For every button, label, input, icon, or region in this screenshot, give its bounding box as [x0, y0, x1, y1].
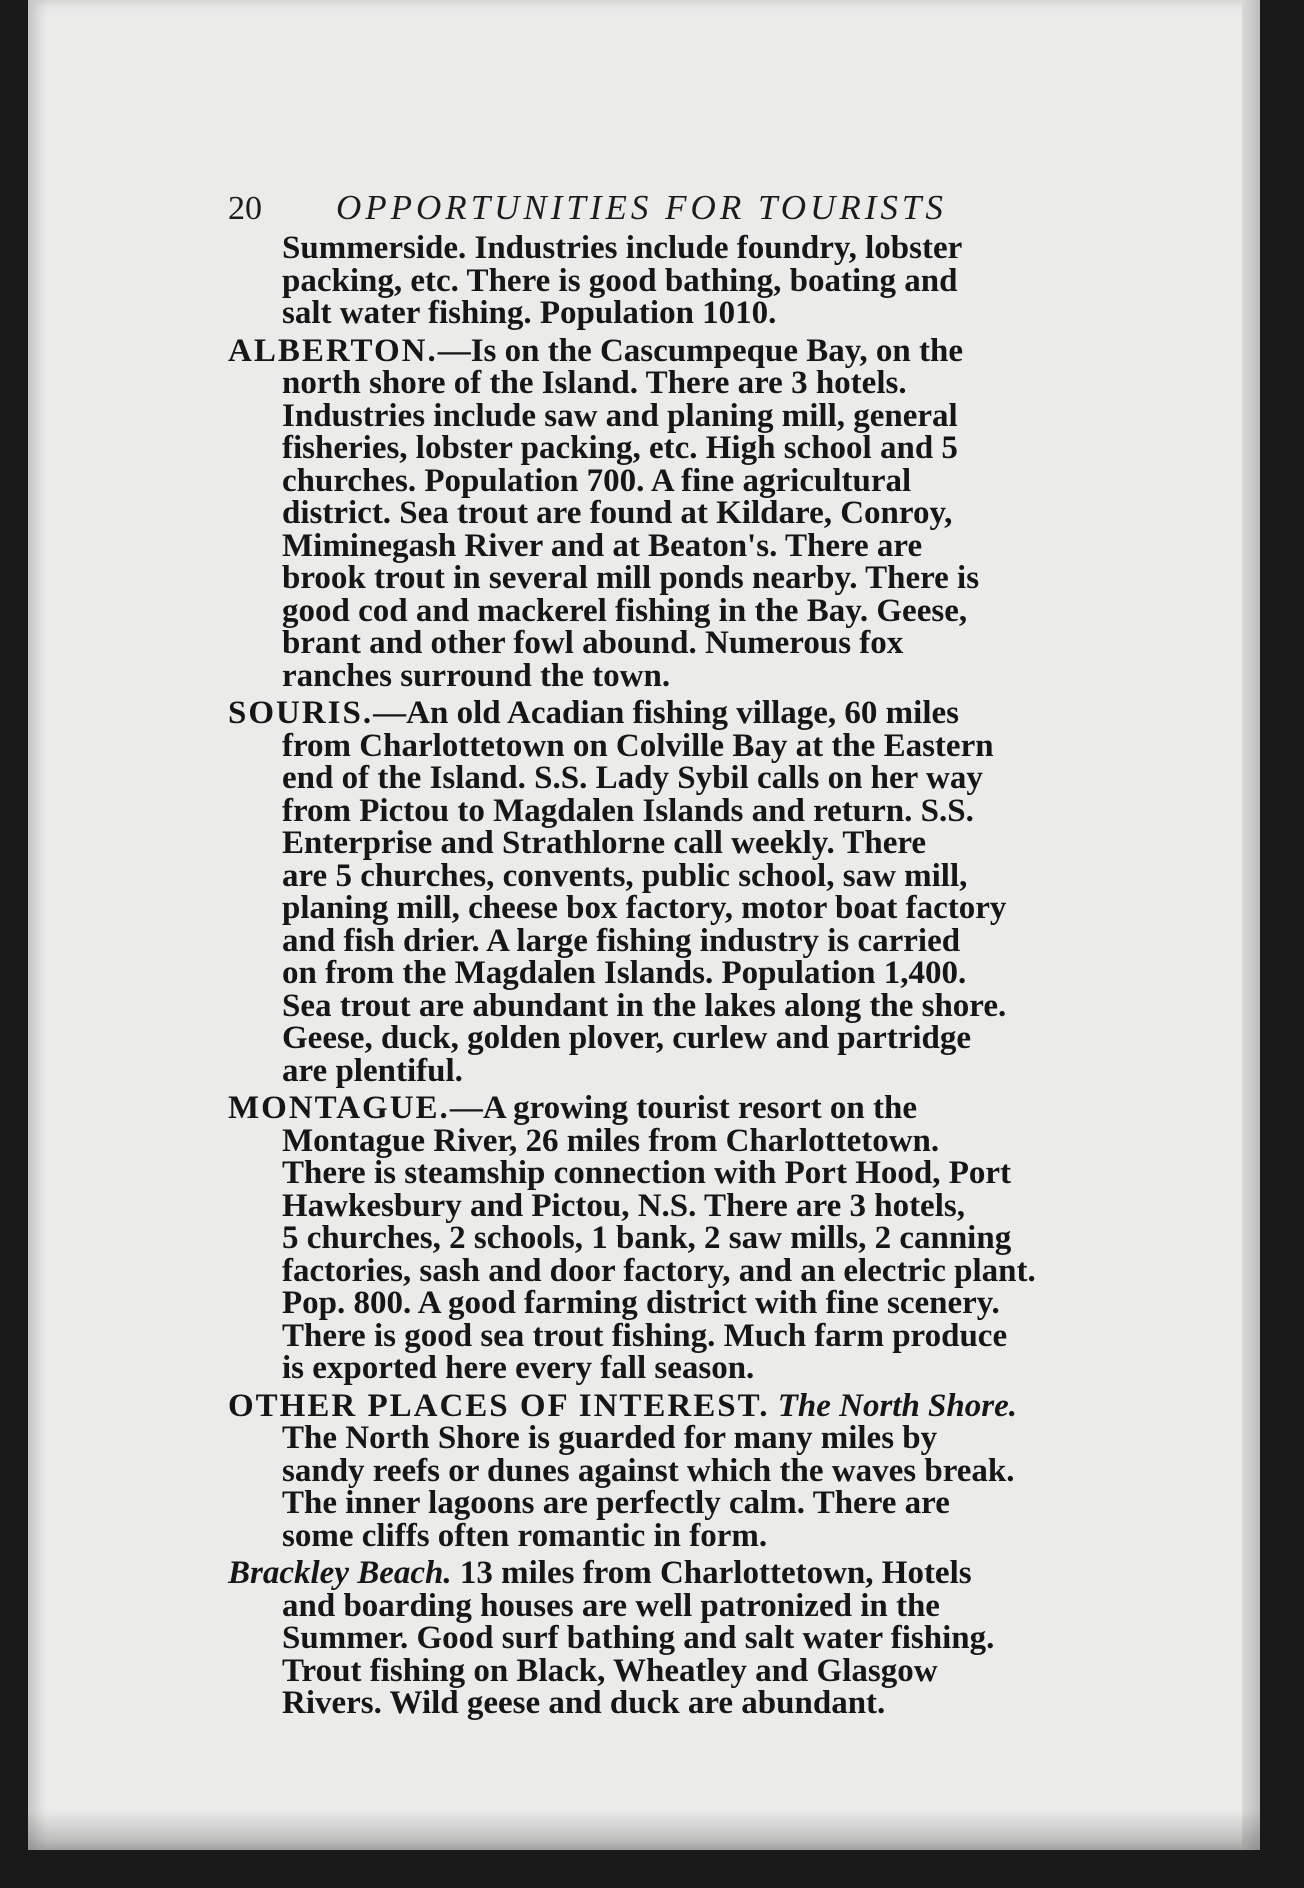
text-line: [228, 697, 1226, 730]
text-line: [228, 332, 1226, 369]
text-line: on from the Magdalen Islands. Population 1,400.: [282, 955, 967, 991]
text-run: —A growing tourist resort on the: [449, 1090, 917, 1126]
text-line: There is steamship connection with Port Hood, Port: [282, 1155, 1012, 1191]
paragraph-montague: [228, 1092, 1226, 1385]
entry-term-souris: SOURIS.: [228, 695, 374, 731]
book-page: [28, 0, 1260, 1850]
text-line: good cod and mackerel fishing in the Bay. Geese,: [282, 592, 968, 629]
text-run: 13 miles from Charlottetown, Hotels: [451, 1555, 972, 1591]
text-line: is exported here every fall season.: [282, 1350, 755, 1386]
text-line: Industries include saw and planing mill, general: [282, 397, 958, 434]
text-line: [228, 1387, 1226, 1424]
text-run: —Is on the Cascumpeque Bay, on the: [437, 332, 964, 369]
text-line: brook trout in several mill ponds nearby. There is: [282, 560, 980, 596]
text-line: Sea trout are abundant in the lakes along the shore.: [282, 987, 1007, 1024]
text-line: Pop. 800. A good farming district with fine scenery.: [282, 1285, 1000, 1321]
text-line: Summerside. Industries include foundry, lobster: [282, 230, 963, 266]
text-line: planing mill, cheese box factory, motor boat factory: [282, 890, 1007, 926]
entry-term-alberton: ALBERTON.: [228, 332, 438, 369]
text-line: salt water fishing. Population 1010.: [282, 295, 777, 331]
text-line: 5 churches, 2 schools, 1 bank, 2 saw mills, 2 canning: [282, 1220, 1012, 1256]
text-line: end of the Island. S.S. Lady Sybil calls on her way: [282, 760, 983, 796]
text-line: [228, 1092, 1226, 1125]
entry-term-brackley-beach: Brackley Beach.: [228, 1555, 452, 1591]
text-line: fisheries, lobster packing, etc. High school and 5: [282, 430, 958, 466]
text-line: and boarding houses are well patronized in the: [282, 1587, 940, 1624]
page-edge: [1242, 0, 1260, 1850]
page-number: 20: [228, 190, 262, 227]
text-line: churches. Population 700. A fine agricultural: [282, 462, 912, 499]
text-line: district. Sea trout are found at Kildare, Conroy,: [282, 495, 953, 531]
entry-term-montague: MONTAGUE.: [228, 1090, 450, 1126]
text-line: are 5 churches, convents, public school, saw mill,: [282, 857, 968, 894]
text-line: packing, etc. There is good bathing, boating and: [282, 262, 958, 299]
page-shadow: [28, 1810, 1260, 1850]
running-head: [228, 188, 1148, 228]
text-line: brant and other fowl abound. Numerous fox: [282, 625, 904, 661]
paragraph-brackley-beach: [228, 1557, 1226, 1720]
paragraph-alberton: [228, 332, 1226, 694]
text-line: factories, sash and door factory, and an electric plant.: [282, 1252, 1036, 1289]
text-line: The North Shore is guarded for many miles by: [282, 1420, 938, 1456]
text-run: —An old Acadian fishing village, 60 miles: [373, 695, 959, 731]
text-line: from Pictou to Magdalen Islands and return. S.S.: [282, 792, 974, 829]
text-line: Enterprise and Strathlorne call weekly. There: [282, 825, 927, 861]
text-line: Miminegash River and at Beaton's. There are: [282, 527, 923, 564]
page-body: [228, 232, 1226, 1725]
text-line: sandy reefs or dunes against which the waves break.: [282, 1452, 1015, 1489]
running-title: OPPORTUNITIES FOR TOURISTS: [336, 188, 947, 227]
text-line: The inner lagoons are perfectly calm. There are: [282, 1485, 950, 1521]
paragraph-other-places: [228, 1387, 1226, 1554]
text-line: ranches surround the town.: [282, 657, 671, 694]
text-line: from Charlottetown on Colville Bay at the Eastern: [282, 727, 994, 764]
entry-term-other-places: OTHER PLACES OF INTEREST.: [228, 1387, 770, 1424]
text-line: are plentiful.: [282, 1052, 463, 1089]
text-line: [228, 1557, 1226, 1590]
text-line: Summer. Good surf bathing and salt water fishing.: [282, 1620, 995, 1656]
text-line: Geese, duck, golden plover, curlew and partridge: [282, 1020, 972, 1056]
text-line: some cliffs often romantic in form.: [282, 1517, 768, 1554]
text-line: Trout fishing on Black, Wheatley and Glasgow: [282, 1652, 938, 1689]
text-line: Rivers. Wild geese and duck are abundant.: [282, 1685, 886, 1721]
paragraph-summerside: [228, 232, 1226, 330]
text-line: There is good sea trout fishing. Much farm produce: [282, 1317, 1008, 1354]
text-line: and fish drier. A large fishing industry is carried: [282, 922, 961, 959]
paragraph-souris: [228, 697, 1226, 1087]
text-line: Montague River, 26 miles from Charlottetown.: [282, 1122, 940, 1159]
text-line: north shore of the Island. There are 3 hotels.: [282, 365, 907, 401]
subterm-north-shore: The North Shore.: [769, 1387, 1018, 1424]
text-line: Hawkesbury and Pictou, N.S. There are 3 hotels,: [282, 1187, 965, 1224]
